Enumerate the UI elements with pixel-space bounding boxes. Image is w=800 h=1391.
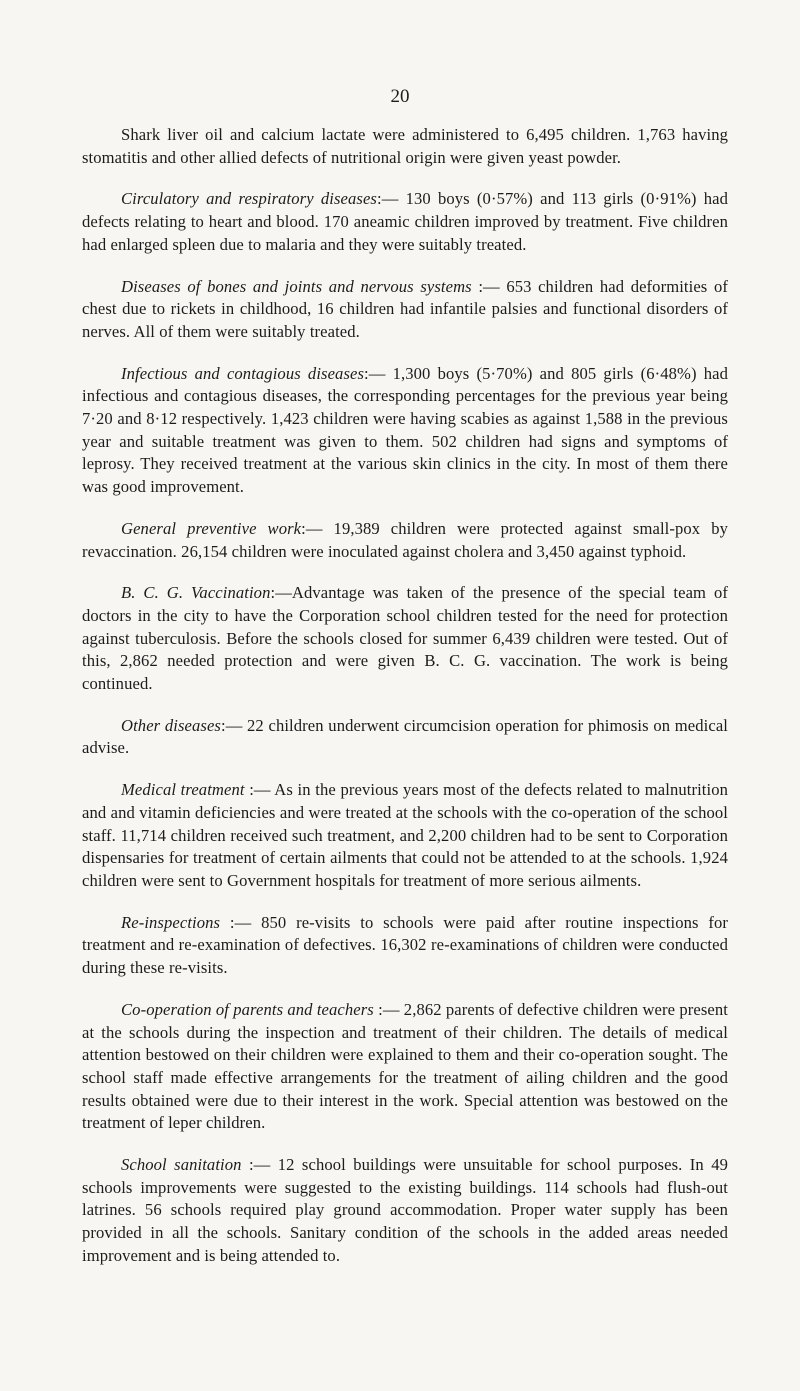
- paragraph-reinspections: [82, 912, 728, 980]
- paragraph-sanitation: [82, 1154, 728, 1268]
- paragraph-bcg: [82, 582, 728, 696]
- paragraph-text: :— 12 school buildings were unsuitable for school purposes. In 49 schools improvements were suggested to the existing buildings. 114 schools had flush-out latrines. 56 schools required play ground accommodation. Proper water supply has been provided in all the schools. Sanitary condition of the schools in the added areas needed improvement and is being attended to.: [82, 1155, 728, 1265]
- paragraph-heading: Circulatory and respiratory diseases: [121, 189, 377, 209]
- paragraph-heading: Co-operation of parents and teachers: [121, 999, 374, 1019]
- paragraph-text: :— 850 re-visits to schools were paid after routine inspections for treatment and re-examination of defectives. 16,302 re-examinations of children were conducted during these re-visits.: [82, 912, 728, 978]
- paragraph-other-diseases: [82, 715, 728, 760]
- paragraph-heading: Other diseases: [121, 715, 221, 735]
- paragraph-infectious: [82, 363, 728, 499]
- paragraph-heading: Infectious and contagious diseases: [121, 363, 365, 383]
- paragraph-cooperation: [82, 999, 728, 1135]
- paragraph-heading: Re-inspections: [121, 912, 221, 932]
- paragraph-text: :— 2,862 parents of defective children were present at the schools during the inspection and treatment of their children. The details of medical attention bestowed on their children were explained to them and their co-operation sought. The school staff made effective arrangements for the treatment of ailing children and the good results obtained were due to their interest in the work. Special attention was bestowed on the treatment of leper children.: [82, 999, 728, 1133]
- paragraph-heading: General preventive work: [121, 518, 302, 538]
- paragraph-nutrition: [82, 124, 728, 169]
- paragraph-text: Shark liver oil and calcium lactate were administered to 6,495 children. 1,763 having stomatitis and other allied defects of nutritional origin were given yeast powder.: [82, 125, 728, 167]
- page-number: 20: [390, 86, 410, 107]
- paragraph-text: :— As in the previous years most of the defects related to malnutrition and and vitamin deficiencies and were treated at the schools with the co-operation of the school staff. 11,714 children received such treatment, and 2,200 children had to be sent to Corporation dispensaries for treatment of certain ailments that could not be attended to at the schools. 1,924 children were sent to Government hospitals for treatment of more serious ailments.: [82, 780, 728, 890]
- paragraph-heading: Medical treatment: [121, 780, 245, 800]
- paragraph-heading: School sanitation: [121, 1155, 242, 1175]
- paragraph-text: :— 22 children underwent circumcision operation for phimosis on medical advise.: [82, 715, 729, 758]
- paragraph-heading: Diseases of bones and joints and nervous systems: [121, 276, 472, 296]
- paragraph-bones-joints: [82, 276, 728, 344]
- paragraph-text: :— 130 boys (0·57%) and 113 girls (0·91%) had defects relating to heart and blood. 170 aneamic children improved by treatment. Five children had enlarged spleen due to malaria and they were suitably treated.: [82, 189, 729, 254]
- paragraph-text: :— 653 children had deformities of chest due to rickets in childhood, 16 children had infantile palsies and functional disorders of nerves. All of them were suitably treated.: [82, 276, 728, 341]
- paragraph-medical-treatment: [82, 779, 728, 893]
- paragraph-preventive: [82, 518, 728, 563]
- body-text: [82, 124, 728, 1287]
- paragraph-heading: B. C. G. Vaccination: [121, 583, 271, 603]
- paragraph-text: :— 1,300 boys (5·70%) and 805 girls (6·48%) had infectious and contagious diseases, the corresponding percentages for the previous year being 7·20 and 8·12 respectively. 1,423 children were having scabies as against 1,588 in the previous year and suitable treatment was given to them. 502 children had signs and symptoms of leprosy. They received treatment at the various skin clinics in the city. In most of them there was good improvement.: [82, 363, 728, 497]
- paragraph-text: :— 19,389 children were protected against small-pox by revaccination. 26,154 children were inoculated against cholera and 3,450 against typhoid.: [82, 518, 728, 561]
- paragraph-text: :—Advantage was taken of the presence of the special team of doctors in the city to have the Corporation school children tested for the need for protection against tuberculosis. Before the schools closed for summer 6,439 children were tested. Out of this, 2,862 needed protection and were given B. C. G. vaccination. The work is being continued.: [82, 583, 728, 694]
- paragraph-circulatory: [82, 188, 728, 256]
